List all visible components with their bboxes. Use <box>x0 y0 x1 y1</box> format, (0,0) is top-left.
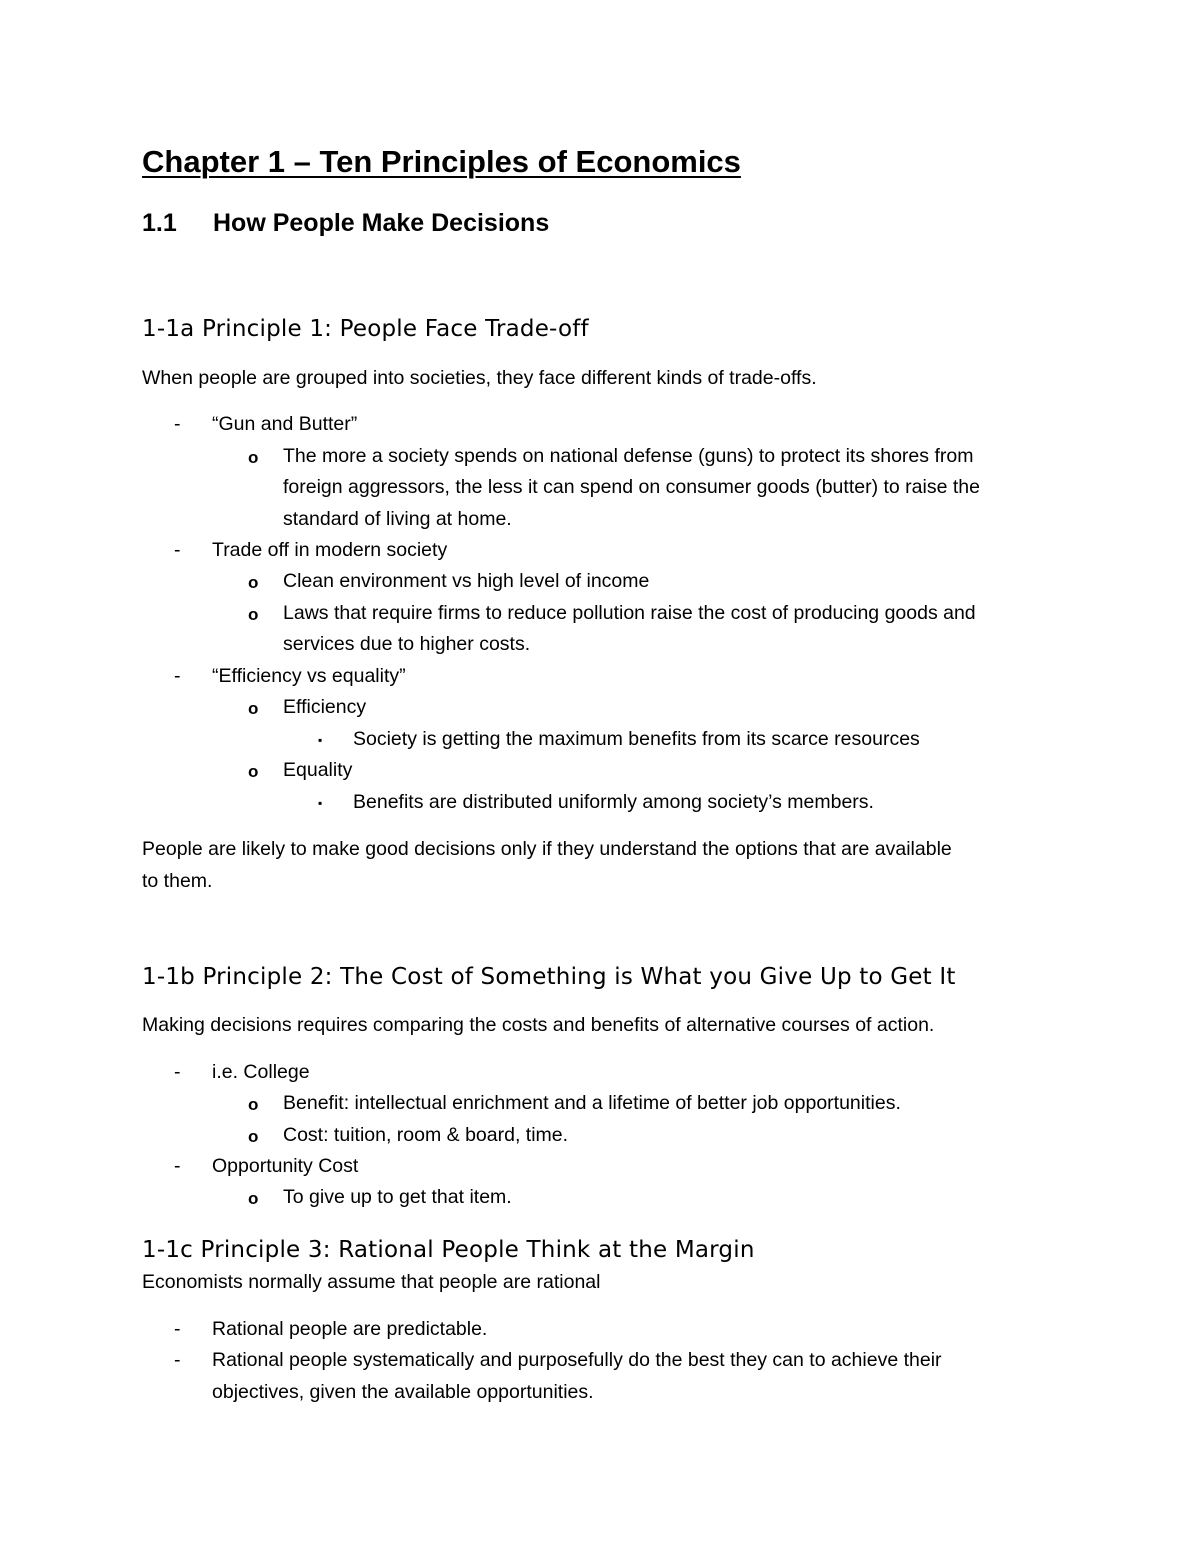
dash-marker: - <box>174 1349 181 1371</box>
principle-3-intro: Economists normally assume that people are rational <box>142 1271 601 1293</box>
tradeoff-sub-2-line-1: Laws that require firms to reduce pollution raise the cost of producing goods and <box>283 602 976 624</box>
circle-marker: o <box>248 1127 259 1146</box>
opportunity-cost-sub: To give up to get that item. <box>283 1186 512 1208</box>
college-cost: Cost: tuition, room & board, time. <box>283 1124 569 1146</box>
dash-marker: - <box>174 665 181 687</box>
section-number: 1.1 <box>142 209 177 237</box>
dash-marker: - <box>174 1155 181 1177</box>
bullet-opportunity-cost: Opportunity Cost <box>212 1155 359 1177</box>
tradeoff-sub-2-line-2: services due to higher costs. <box>283 633 531 655</box>
rational-bullet-2-line-1: Rational people systematically and purposefully do the best they can to achieve their <box>212 1349 942 1371</box>
circle-marker: o <box>248 762 259 781</box>
circle-marker: o <box>248 1095 259 1114</box>
dash-marker: - <box>174 413 181 435</box>
dash-marker: - <box>174 1318 181 1340</box>
equality-definition: Benefits are distributed uniformly among society’s members. <box>353 791 874 813</box>
bullet-gun-butter: “Gun and Butter” <box>212 413 358 435</box>
principle-2-intro: Making decisions requires comparing the costs and benefits of alternative courses of action. <box>142 1014 935 1036</box>
efficiency-label: Efficiency <box>283 696 367 718</box>
bullet-tradeoff: Trade off in modern society <box>212 539 448 561</box>
principle-3-heading: 1-1c Principle 3: Rational People Think at the Margin <box>142 1237 755 1263</box>
section-title: How People Make Decisions <box>213 209 550 237</box>
square-marker: ▪ <box>318 733 323 747</box>
gun-butter-line-3: standard of living at home. <box>283 508 512 530</box>
circle-marker: o <box>248 605 259 624</box>
dash-marker: - <box>174 1061 181 1083</box>
principle-1-heading: 1-1a Principle 1: People Face Trade-off <box>142 316 589 342</box>
bullet-college: i.e. College <box>212 1061 310 1083</box>
circle-marker: o <box>248 1189 259 1208</box>
principle-1-intro: When people are grouped into societies, they face different kinds of trade-offs. <box>142 367 817 389</box>
rational-bullet-1: Rational people are predictable. <box>212 1318 488 1340</box>
tradeoff-sub-1: Clean environment vs high level of income <box>283 570 650 592</box>
circle-marker: o <box>248 448 259 467</box>
college-benefit: Benefit: intellectual enrichment and a lifetime of better job opportunities. <box>283 1092 901 1114</box>
principle-2-heading: 1-1b Principle 2: The Cost of Something is What you Give Up to Get It <box>142 964 956 990</box>
square-marker: ▪ <box>318 796 323 810</box>
gun-butter-line-1: The more a society spends on national defense (guns) to protect its shores from <box>283 445 974 467</box>
circle-marker: o <box>248 699 259 718</box>
gun-butter-line-2: foreign aggressors, the less it can spend on consumer goods (butter) to raise the <box>283 476 980 498</box>
circle-marker: o <box>248 573 259 592</box>
chapter-title: Chapter 1 – Ten Principles of Economics <box>142 144 741 179</box>
dash-marker: - <box>174 539 181 561</box>
bullet-efficiency: “Efficiency vs equality” <box>212 665 406 687</box>
principle-1-closing-line-2: to them. <box>142 870 213 892</box>
efficiency-definition: Society is getting the maximum benefits from its scarce resources <box>353 728 920 750</box>
principle-1-closing-line-1: People are likely to make good decisions only if they understand the options that are available <box>142 838 952 860</box>
equality-label: Equality <box>283 759 353 781</box>
rational-bullet-2-line-2: objectives, given the available opportunities. <box>212 1381 594 1403</box>
